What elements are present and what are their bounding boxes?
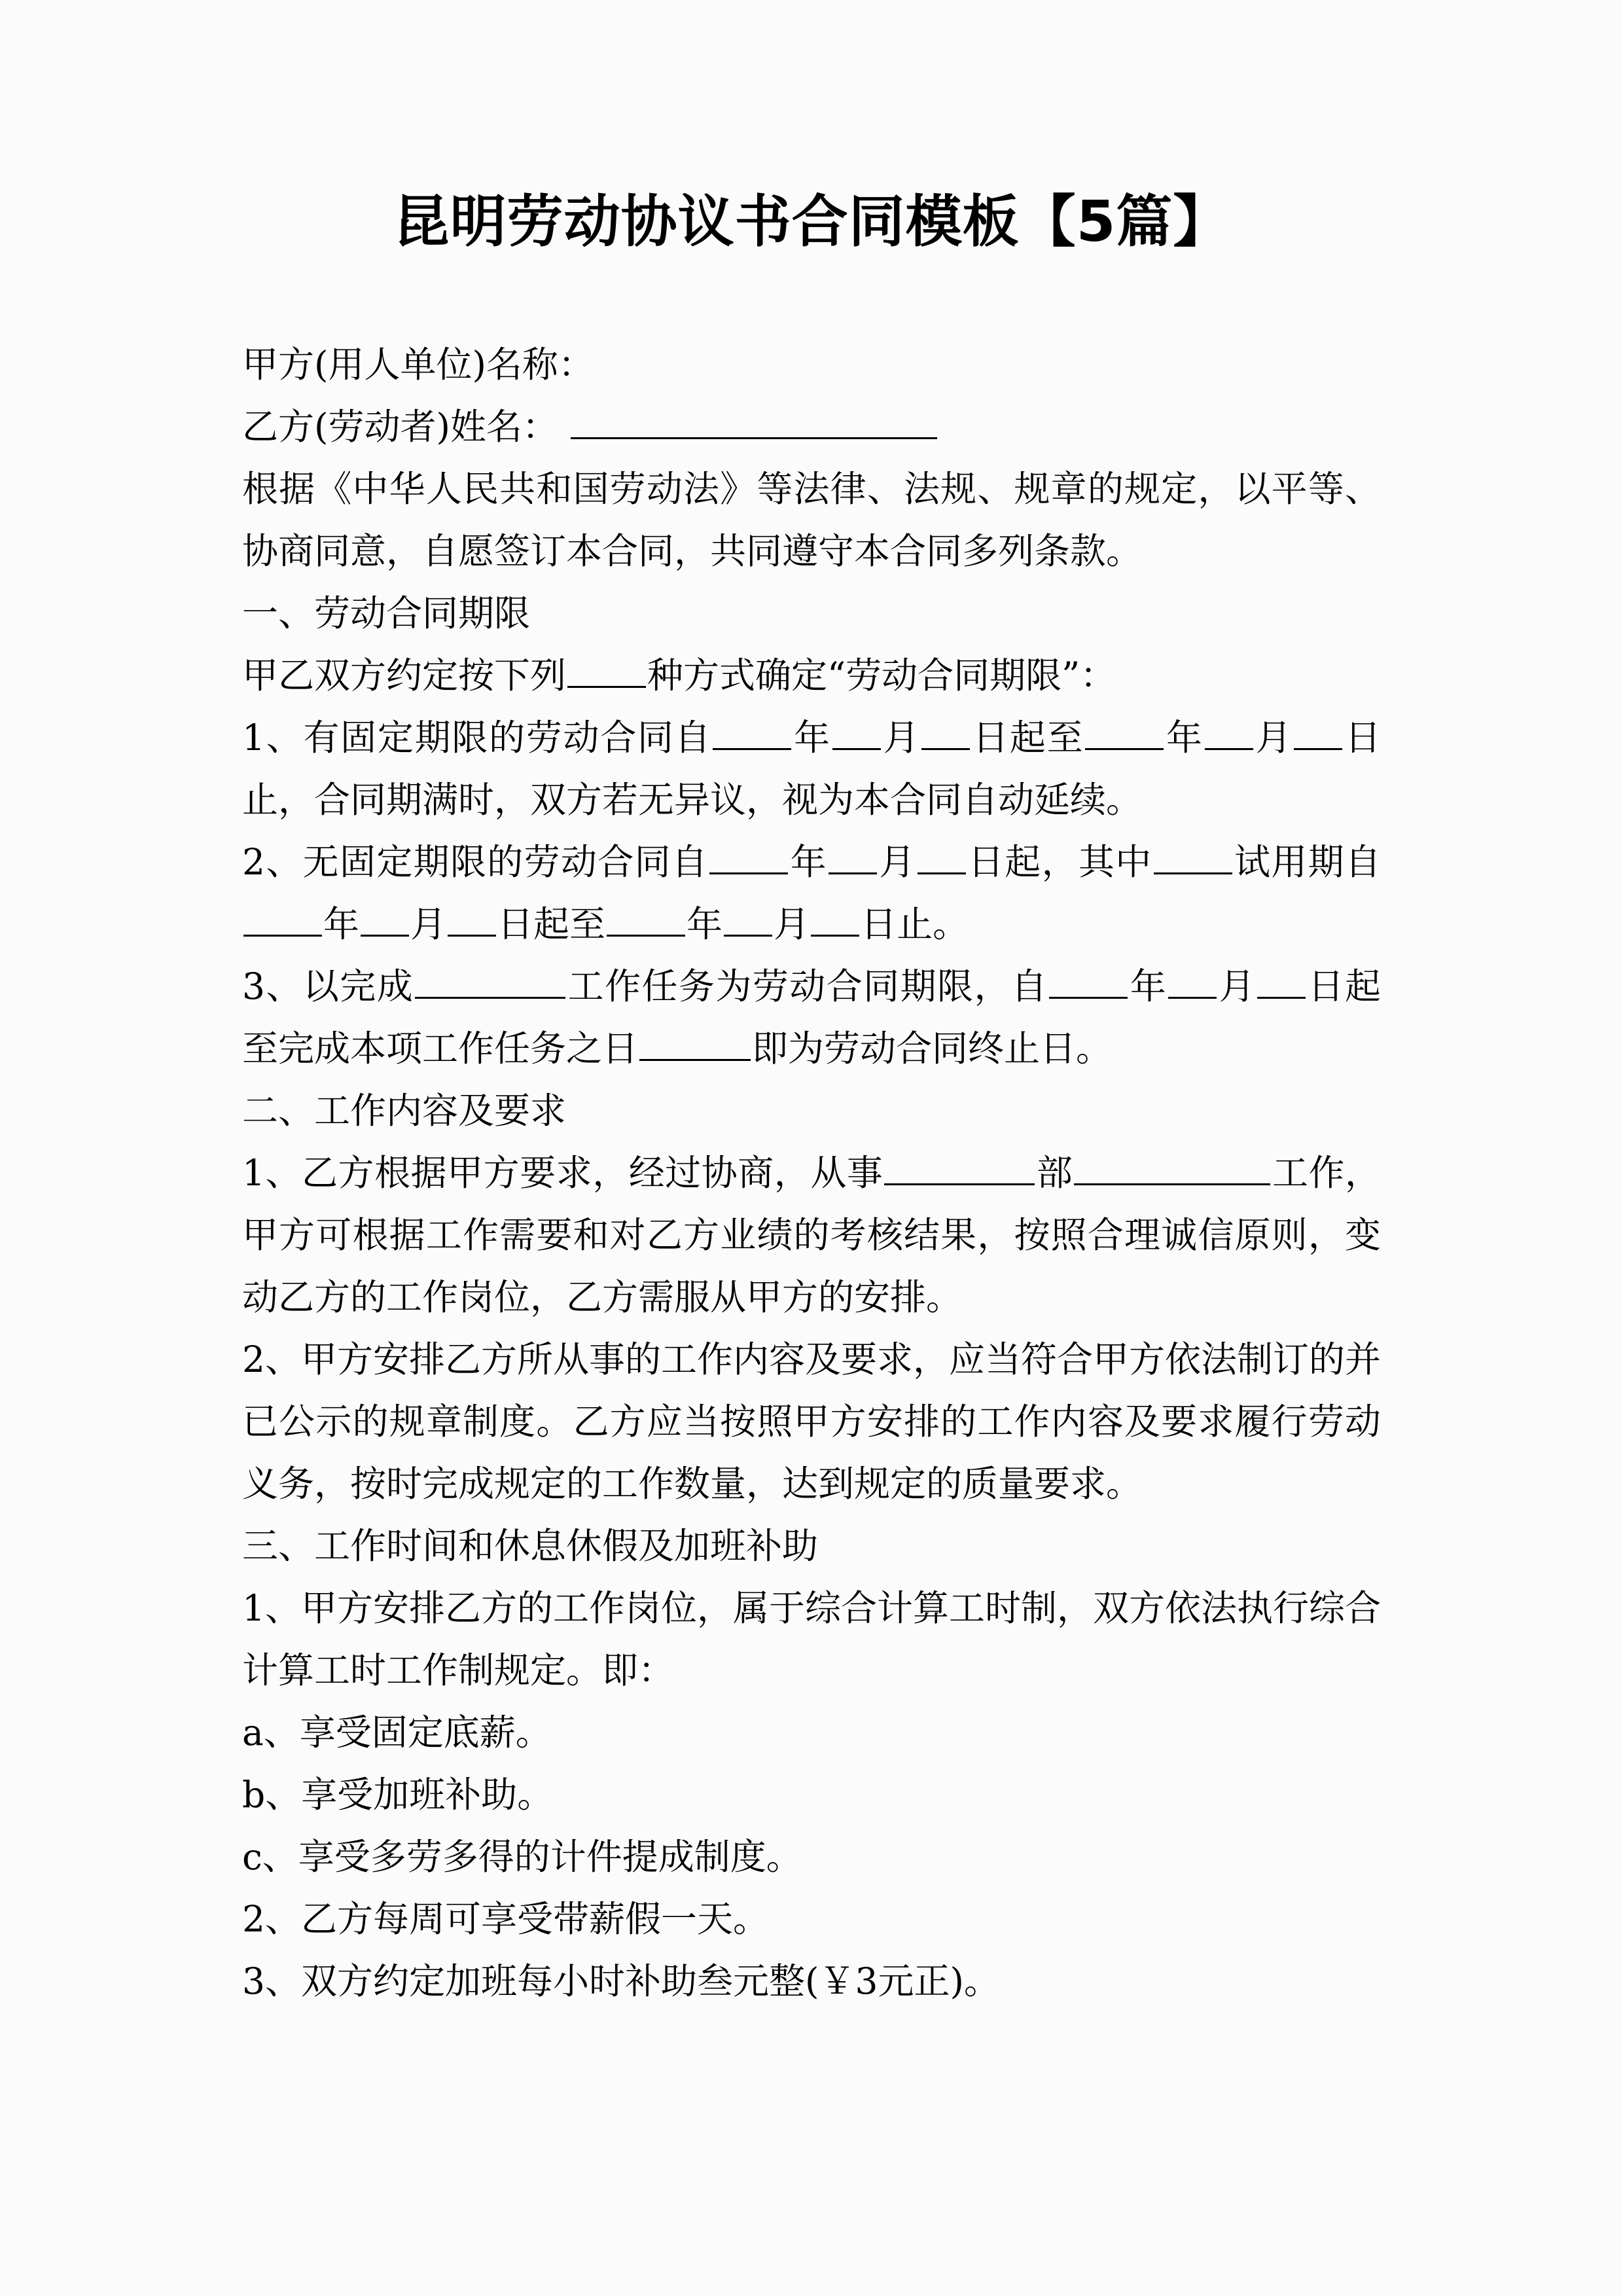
s2-item1-text-c: 工作，甲方可根据工作需要和对乙方业绩的考核结果，按照合理诚信原则，变动乙方的工作岗位，乙方需服从甲方的安排。: [242, 1152, 1381, 1318]
paragraph-party-b: [242, 396, 1381, 458]
s1-item3-text-c: 年: [1129, 965, 1168, 1007]
paragraph-preamble: [242, 458, 1381, 583]
paragraph-s3-item-1: [242, 1577, 1381, 1702]
s1-item2-text-e: 试用期自: [1233, 841, 1381, 883]
paragraph-s1-item-1: [242, 707, 1381, 831]
s1-item1-month1-blank[interactable]: [832, 718, 881, 750]
s3-item-b-text: b、享受加班补助。: [242, 1774, 554, 1816]
paragraph-s2-item-2: [242, 1329, 1381, 1515]
s2-item1-text-b: 部: [1036, 1152, 1073, 1194]
s1-item1-year2-blank[interactable]: [1085, 718, 1164, 750]
s1-item3-text-f: 即为劳动合同终止日。: [752, 1028, 1113, 1069]
heading-section-3: [242, 1515, 1381, 1577]
s1-item3-month-blank[interactable]: [1168, 967, 1217, 999]
s1-item1-text-f: 月: [1254, 717, 1293, 759]
s1-item2-year1-blank[interactable]: [709, 842, 788, 874]
paragraph-party-a: [242, 334, 1381, 396]
paragraph-s3-item-b: [242, 1764, 1381, 1826]
s1-item2-month1-blank[interactable]: [829, 842, 877, 874]
s3-item-c-text: c、享受多劳多得的计件提成制度。: [242, 1836, 802, 1878]
s3-item1-text: 1、甲方安排乙方的工作岗位，属于综合计算工时制，双方依法执行综合计算工时工作制规定。即：: [242, 1587, 1381, 1691]
s1-item2-text-c: 月: [878, 841, 916, 883]
s1-item2-text-g: 月: [410, 903, 447, 945]
paragraph-s3-item-a: [242, 1702, 1381, 1764]
s1-intro-part-a: 甲乙双方约定按下列: [242, 655, 567, 696]
section-2-heading-text: 二、工作内容及要求: [242, 1090, 567, 1132]
paragraph-s2-item-1: [242, 1142, 1381, 1329]
s1-item1-year1-blank[interactable]: [713, 718, 791, 750]
party-b-label: 乙方(劳动者)姓名：: [242, 406, 558, 448]
s1-item1-text-a: 1、有固定期限的劳动合同自: [242, 717, 712, 759]
paragraph-s3-item-3: [242, 1950, 1381, 2013]
s1-item3-text-a: 3、以完成: [242, 965, 414, 1007]
s1-item2-text-b: 年: [789, 841, 827, 883]
paragraph-s1-item-3: [242, 956, 1381, 1080]
preamble-text: 根据《中华人民共和国劳动法》等法律、法规、规章的规定，以平等、协商同意，自愿签订本合同，共同遵守本合同多列条款。: [242, 468, 1381, 572]
s3-item3-text: 3、双方约定加班每小时补助叁元整(￥3元正)。: [242, 1960, 1000, 2002]
heading-section-1: [242, 583, 1381, 645]
s1-item1-text-e: 年: [1165, 717, 1204, 759]
s1-item3-task-blank[interactable]: [415, 967, 565, 999]
s1-item1-text-d: 日起至: [971, 717, 1084, 759]
page-title: 昆明劳动协议书合同模板【5篇】: [393, 189, 1230, 255]
paragraph-s1-item-2: [242, 831, 1381, 956]
s1-item1-text-c: 月: [882, 717, 921, 759]
s3-item-a-text: a、享受固定底薪。: [242, 1712, 552, 1753]
s2-item1-text-a: 1、乙方根据甲方要求，经过协商，从事: [242, 1152, 883, 1194]
s1-item2-day2-blank[interactable]: [448, 905, 496, 937]
s1-item3-text-b: 工作任务为劳动合同期限，自: [567, 965, 1048, 1007]
s1-item2-text-a: 2、无固定期限的劳动合同自: [242, 841, 709, 883]
s2-item1-position-blank[interactable]: [1074, 1153, 1270, 1185]
heading-section-2: [242, 1080, 1381, 1142]
s1-intro-part-b: 种方式确定“劳动合同期限”：: [647, 655, 1116, 696]
s1-item3-text-e: 日起至完成本项工作任务之日: [242, 965, 1381, 1069]
s1-item1-text-b: 年: [793, 717, 831, 759]
s1-item1-month2-blank[interactable]: [1205, 718, 1253, 750]
s1-item2-month3-blank[interactable]: [724, 905, 772, 937]
paragraph-s1-intro: [242, 645, 1381, 707]
paragraph-s3-item-2: [242, 1888, 1381, 1950]
s1-item3-text-d: 月: [1218, 965, 1257, 1007]
s1-item2-text-k: 日止。: [861, 903, 969, 945]
s1-item2-month2-blank[interactable]: [361, 905, 409, 937]
s1-item2-text-f: 年: [323, 903, 360, 945]
paragraph-s3-item-c: [242, 1826, 1381, 1888]
s1-item2-probation-blank[interactable]: [1154, 842, 1232, 874]
s1-item2-year2-blank[interactable]: [243, 905, 322, 937]
document-body: [242, 334, 1381, 2013]
s2-item1-department-blank[interactable]: [884, 1153, 1035, 1185]
s1-item1-text-g: 日止，合同期满时，双方若无异议，视为本合同自动延续。: [242, 717, 1381, 821]
s3-item2-text: 2、乙方每周可享受带薪假一天。: [242, 1898, 769, 1940]
s1-item2-year3-blank[interactable]: [607, 905, 685, 937]
s2-item2-text: 2、甲方安排乙方所从事的工作内容及要求，应当符合甲方依法制订的并已公示的规章制度。乙方应当按照甲方安排的工作内容及要求履行劳动义务，按时完成规定的工作数量，达到规定的质量要求。: [242, 1338, 1381, 1505]
s1-item3-day-blank[interactable]: [1257, 967, 1306, 999]
s1-intro-blank[interactable]: [567, 656, 646, 688]
s1-item1-day1-blank[interactable]: [921, 718, 970, 750]
section-3-heading-text: 三、工作时间和休息休假及加班补助: [242, 1525, 819, 1567]
party-b-name-blank[interactable]: [571, 407, 937, 439]
s1-item2-text-d: 日起，其中: [967, 841, 1152, 883]
s1-item3-end-blank[interactable]: [639, 1029, 751, 1061]
s1-item2-text-h: 日起至: [497, 903, 606, 945]
s1-item2-day1-blank[interactable]: [918, 842, 966, 874]
s1-item2-text-j: 月: [774, 903, 810, 945]
s1-item2-text-i: 年: [687, 903, 723, 945]
s1-item2-day3-blank[interactable]: [811, 905, 859, 937]
s1-item3-year-blank[interactable]: [1049, 967, 1128, 999]
party-a-label: 甲方(用人单位)名称：: [242, 344, 594, 386]
section-1-heading-text: 一、劳动合同期限: [242, 592, 531, 634]
s1-item1-day2-blank[interactable]: [1294, 718, 1342, 750]
